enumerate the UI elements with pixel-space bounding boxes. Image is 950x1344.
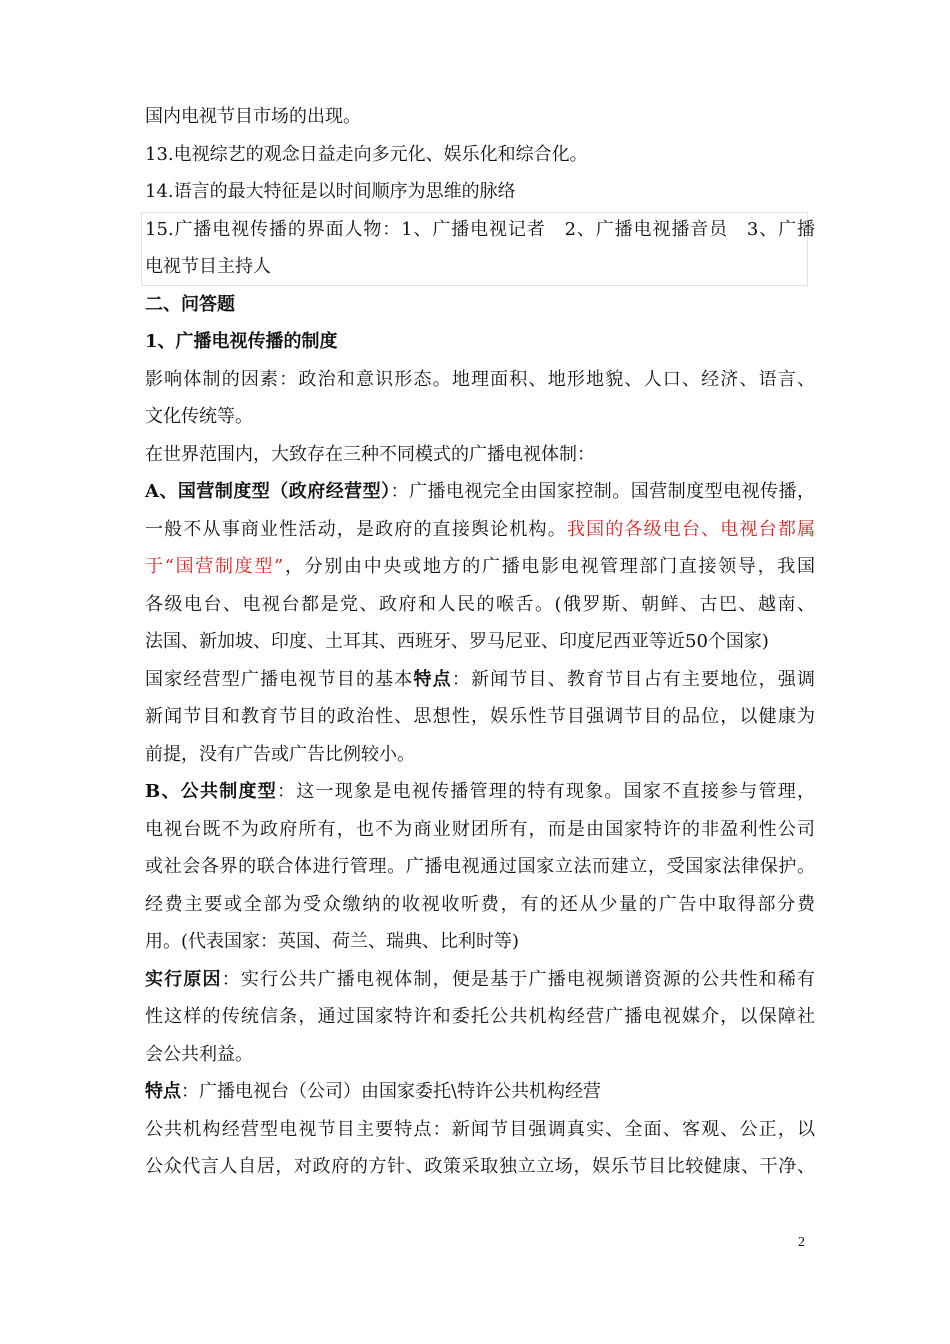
text-line [145, 473, 815, 511]
text-span: ：广播电视台（公司）由国家委托\特许公共机构经营 [181, 1081, 602, 1102]
page-number: 2 [798, 1235, 805, 1250]
text-span: 一般不从事商业性活动，是政府的直接舆论机构。 [145, 518, 567, 540]
text-line [145, 773, 815, 811]
bold-text: 实行原因 [145, 968, 222, 990]
text-line [145, 98, 815, 136]
text-line [145, 623, 815, 661]
text-span: 影响体制的因素：政治和意识形态。地理面积、地形地貌、人口、经济、语言、 [145, 368, 815, 390]
text-span: 法国、新加坡、印度、土耳其、西班牙、罗马尼亚、印度尼西亚等近50个国家) [145, 631, 769, 652]
bold-text: 特点 [145, 1081, 181, 1102]
text-span: 经费主要或全部为受众缴纳的收视收听费，有的还从少量的广告中取得部分费 [145, 893, 815, 915]
text-line [145, 511, 815, 549]
text-span: 国家经营型广播电视节目的基本 [145, 668, 414, 690]
text-line [145, 736, 815, 774]
text-span: ：实行公共广播电视体制，便是基于广播电视频谱资源的公共性和稀有 [221, 968, 816, 990]
text-span: 在世界范围内，大致存在三种不同模式的广播电视体制： [145, 443, 595, 465]
text-span: 15.广播电视传播的界面人物：1、广播电视记者 2、广播电视播音员 3、广播 [145, 218, 815, 240]
text-line [145, 1073, 815, 1111]
text-span: 用。(代表国家：英国、荷兰、瑞典、比利时等) [145, 931, 520, 952]
text-line [145, 886, 815, 924]
page-body [145, 98, 815, 1186]
text-span: 电视节目主持人 [145, 256, 271, 277]
text-line [145, 398, 815, 436]
text-line [145, 998, 815, 1036]
text-line [145, 1036, 815, 1074]
text-line [145, 323, 815, 361]
text-line [145, 173, 815, 211]
text-span: 公众代言人自居，对政府的方针、政策采取独立立场，娱乐节目比较健康、干净、 [145, 1156, 815, 1177]
text-span: 性这样的传统信条，通过国家特许和委托公共机构经营广播电视媒介，以保障社 [145, 1006, 815, 1027]
text-line [145, 136, 815, 174]
bold-text: 特点 [413, 668, 452, 690]
text-span: 公共机构经营型电视节目主要特点：新闻节目强调真实、全面、客观、公正，以 [145, 1118, 815, 1140]
bold-text: B、公共制度型 [145, 781, 278, 802]
text-span: 14.语言的最大特征是以时间顺序为思维的脉络 [145, 181, 516, 202]
text-span: 或社会各界的联合体进行管理。广播电视通过国家立法而建立，受国家法律保护。 [145, 856, 815, 877]
text-span: ，分别由中央或地方的广播电影电视管理部门直接领导，我国 [283, 556, 815, 577]
text-line [145, 286, 815, 324]
text-line [145, 361, 815, 399]
text-span: ：这一现象是电视传播管理的特有现象。国家不直接参与管理， [277, 781, 816, 802]
text-line [145, 923, 815, 961]
text-span: 文化传统等。 [145, 406, 253, 427]
text-line [145, 548, 815, 586]
bold-text: A、国营制度型（政府经营型） [145, 481, 391, 502]
text-line [145, 248, 815, 286]
text-line [145, 848, 815, 886]
text-span: 前提，没有广告或广告比例较小。 [145, 743, 415, 765]
text-line [145, 698, 815, 736]
text-span: 各级电台、电视台都是党、政府和人民的喉舌。(俄罗斯、朝鲜、古巴、越南、 [145, 593, 815, 615]
text-span: ：广播电视完全由国家控制。国营制度型电视传播， [390, 481, 815, 502]
text-span: 电视台既不为政府所有，也不为商业财团所有，而是由国家特许的非盈利性公司 [145, 818, 815, 840]
text-line [145, 436, 815, 474]
text-line [145, 961, 815, 999]
text-span: 13.电视综艺的观念日益走向多元化、娱乐化和综合化。 [145, 143, 588, 165]
highlighted-text: 我国的各级电台、电视台都属 [566, 518, 816, 540]
text-span: ：新闻节目、教育节目占有主要地位，强调 [451, 668, 816, 690]
text-span: 国内电视节目市场的出现。 [145, 106, 361, 127]
text-line [145, 586, 815, 624]
text-line [145, 1148, 815, 1186]
text-span: 新闻节目和教育节目的政治性、思想性，娱乐性节目强调节目的品位，以健康为 [145, 706, 815, 727]
text-line [145, 811, 815, 849]
text-line [145, 1111, 815, 1149]
text-line [145, 211, 815, 249]
bold-text: 二、问答题 [145, 293, 235, 315]
text-line [145, 661, 815, 699]
highlighted-text: 于“国营制度型” [145, 556, 284, 577]
bold-text: 1、广播电视传播的制度 [145, 331, 338, 352]
text-span: 会公共利益。 [145, 1043, 253, 1065]
